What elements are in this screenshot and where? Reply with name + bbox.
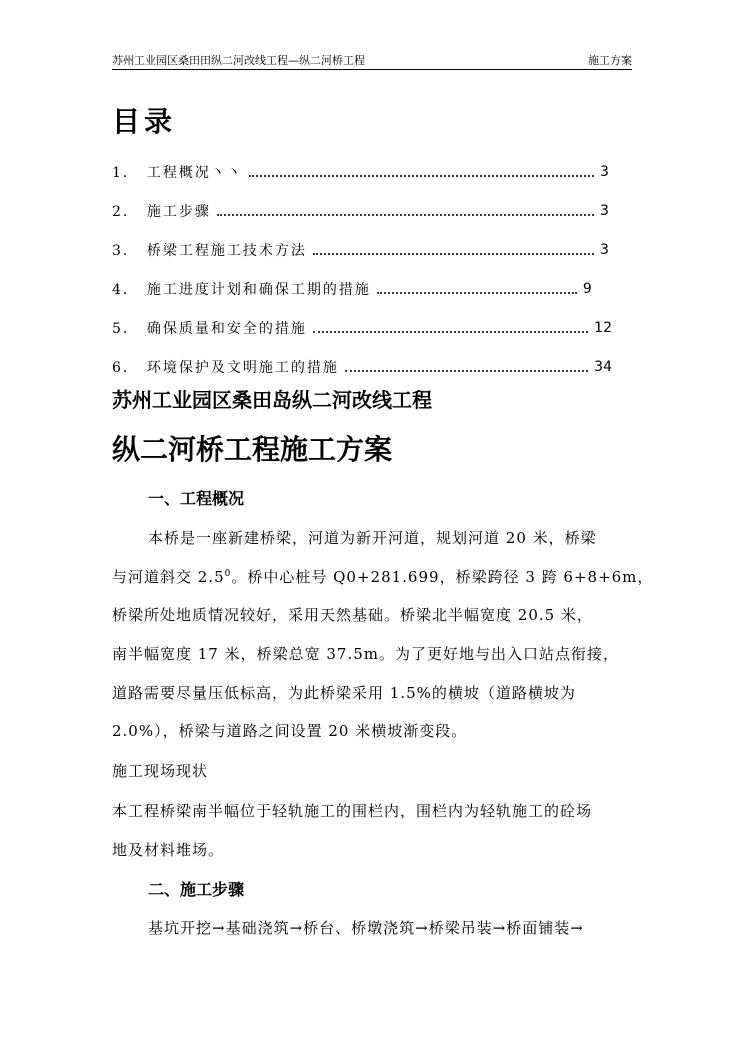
toc-item[interactable] xyxy=(112,269,612,308)
body-paragraph-line: 地及材料堆场。 xyxy=(112,841,225,859)
toc-item-label: 工程概况丶丶 xyxy=(146,164,243,181)
page-header xyxy=(112,53,632,70)
toc-item-number: 2． xyxy=(112,203,139,220)
body-paragraph-line: 桥梁所处地质情况较好，采用天然基础。桥梁北半幅宽度 20.5 米， xyxy=(112,606,593,624)
toc-leader-dots xyxy=(313,239,594,255)
toc-item[interactable] xyxy=(112,152,612,191)
body-paragraph-line: 与河道斜交 $2.5^0$。桥中心桩号 Q0+281.699，桥梁跨径 3 跨 6+8+6m， xyxy=(112,568,654,586)
toc-item-label: 施工步骤 xyxy=(146,203,211,220)
toc-item-label: 确保质量和安全的措施 xyxy=(146,320,307,337)
body-paragraph-line: 本工程桥梁南半幅位于轻轨施工的围栏内，围栏内为轻轨施工的砼场 xyxy=(112,802,593,820)
header-project-title: 苏州工业园区桑田田纵二河改线工程—纵二河桥工程 xyxy=(112,54,365,67)
toc-item-page: 3 xyxy=(600,202,609,219)
document-title: 纵二河桥工程施工方案 xyxy=(112,433,393,466)
body-paragraph-line: 南半幅宽度 17 米，桥梁总宽 37.5m。为了更好地与出入口站点衔接， xyxy=(112,645,620,663)
toc-item-number: 4． xyxy=(112,281,139,298)
toc-item-label: 桥梁工程施工技术方法 xyxy=(146,242,307,259)
subsection-label: 施工现场现状 xyxy=(112,762,209,780)
toc-item-label: 环境保护及文明施工的措施 xyxy=(146,359,339,376)
toc-leader-dots xyxy=(313,317,588,333)
toc-item-page: 3 xyxy=(600,241,609,258)
toc-leader-dots xyxy=(249,161,594,177)
toc-title: 目录 xyxy=(112,105,177,138)
toc-item[interactable] xyxy=(112,347,612,386)
section-heading-steps: 二、施工步骤 xyxy=(148,880,245,899)
toc-leader-dots xyxy=(345,356,588,372)
toc-item[interactable] xyxy=(112,191,612,230)
toc-item-label: 施工进度计划和确保工期的措施 xyxy=(146,281,371,298)
toc-item-number: 6． xyxy=(112,359,139,376)
table-of-contents xyxy=(112,152,612,386)
toc-item-page: 9 xyxy=(582,280,592,297)
header-doc-type: 施工方案 xyxy=(588,54,632,67)
body-paragraph-line: 道路需要尽量压低标高，为此桥梁采用 1.5%的横坡（道路横坡为 xyxy=(112,684,576,702)
body-paragraph-line: 2.0%），桥梁与道路之间设置 20 米横坡渐变段。 xyxy=(112,722,468,740)
toc-item-number: 3． xyxy=(112,242,139,259)
toc-item-page: 3 xyxy=(600,163,609,180)
body-paragraph-line: 本桥是一座新建桥梁，河道为新开河道，规划河道 20 米，桥梁 xyxy=(148,529,597,547)
toc-item-number: 1． xyxy=(112,164,139,181)
toc-leader-dots xyxy=(377,278,577,294)
body-paragraph-line: 基坑开挖→基础浇筑→桥台、桥墩浇筑→桥梁吊装→桥面铺装→ xyxy=(148,919,584,937)
project-title: 苏州工业园区桑田岛纵二河改线工程 xyxy=(112,388,432,412)
toc-item-page: 34 xyxy=(594,358,612,375)
toc-item[interactable] xyxy=(112,230,612,269)
toc-item-number: 5． xyxy=(112,320,139,337)
toc-item[interactable] xyxy=(112,308,612,347)
toc-item-page: 12 xyxy=(594,319,612,336)
section-heading-overview: 一、工程概况 xyxy=(148,489,245,508)
toc-leader-dots xyxy=(217,200,594,216)
